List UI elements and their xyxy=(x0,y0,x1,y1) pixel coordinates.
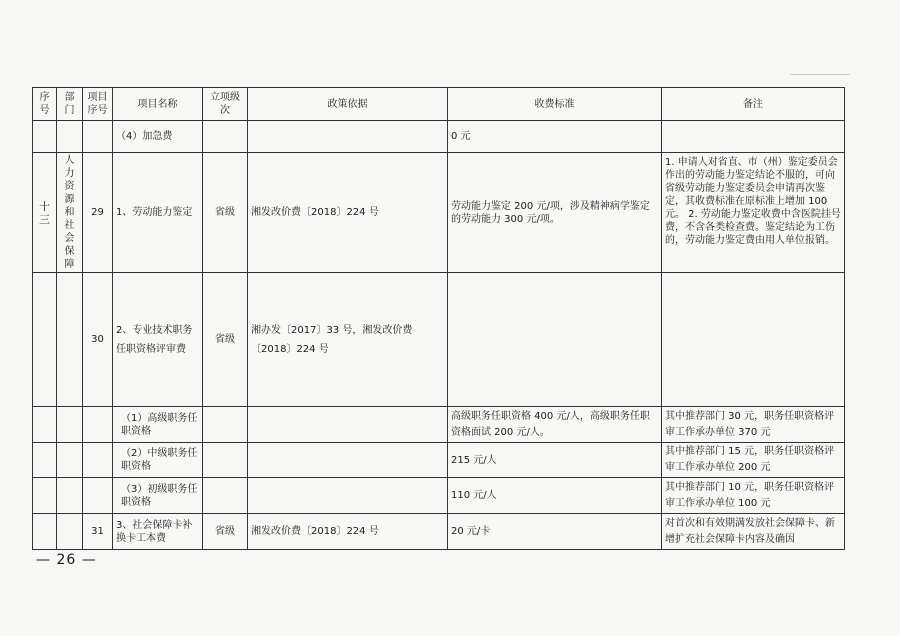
cell-basis: 湘发改价费〔2018〕224 号 xyxy=(248,153,448,273)
cell-empty xyxy=(203,443,248,478)
table-row-junior xyxy=(33,478,845,514)
cell-empty xyxy=(83,443,113,478)
cell-empty xyxy=(662,121,845,153)
cell-empty xyxy=(57,407,83,443)
cell-empty xyxy=(57,443,83,478)
cell-standard: 劳动能力鉴定 200 元/项，涉及精神病学鉴定的劳动能力 300 元/项。 xyxy=(448,153,662,273)
cell-empty xyxy=(33,514,57,550)
header-item-no: 项目序号 xyxy=(83,88,113,121)
cell-seq: 十三 xyxy=(33,153,57,273)
fee-table xyxy=(32,87,845,550)
cell-remarks: 1. 申请人对省直、市（州）鉴定委员会作出的劳动能力鉴定结论不服的，可向省级劳动能力鉴定委员会申请再次鉴定，其收费标准在原标准上增加 100 元。 2. 劳动能力鉴定收费中含医院挂号费，不含各类检查费。鉴定结论为工伤的，劳动能力鉴定费由用人单位报销。 xyxy=(662,153,845,273)
page-number: — 26 — xyxy=(36,552,97,568)
cell-basis: 湘发改价费〔2018〕224 号 xyxy=(248,514,448,550)
cell-dept: 人力资源和社会保障 xyxy=(57,153,83,273)
header-standard: 收费标准 xyxy=(448,88,662,121)
cell-level: 省级 xyxy=(203,273,248,407)
cell-empty xyxy=(33,443,57,478)
cell-remarks: 其中推荐部门 15 元，职务任职资格评审工作承办单位 200 元 xyxy=(662,443,845,478)
cell-empty xyxy=(83,407,113,443)
header-dept: 部门 xyxy=(57,88,83,121)
table-row-middle xyxy=(33,443,845,478)
cell-empty xyxy=(203,407,248,443)
table-row-31 xyxy=(33,514,845,550)
cell-empty xyxy=(248,407,448,443)
cell-level: 省级 xyxy=(203,514,248,550)
table-row-29 xyxy=(33,153,845,273)
cell-standard: 110 元/人 xyxy=(448,478,662,514)
cell-item-no: 31 xyxy=(83,514,113,550)
cell-empty xyxy=(57,514,83,550)
cell-empty xyxy=(448,273,662,407)
cell-empty xyxy=(33,273,57,407)
header-item-name: 项目名称 xyxy=(113,88,203,121)
header-level: 立项级次 xyxy=(203,88,248,121)
cell-item-name: 2、专业技术职务任职资格评审费 xyxy=(113,273,203,407)
cell-item-no: 29 xyxy=(83,153,113,273)
cell-standard: 高级职务任职资格 400 元/人，高级职务任职资格面试 200 元/人。 xyxy=(448,407,662,443)
cell-remarks: 对首次和有效期满发放社会保障卡、新增扩充社会保障卡内容及确因 xyxy=(662,514,845,550)
cell-empty xyxy=(57,478,83,514)
cell-empty xyxy=(83,478,113,514)
cell-item-no: 30 xyxy=(83,273,113,407)
cell-empty xyxy=(248,121,448,153)
table-header-row xyxy=(33,88,845,121)
cell-item-name: （4）加急费 xyxy=(113,121,203,153)
cell-basis: 湘办发〔2017〕33 号，湘发改价费〔2018〕224 号 xyxy=(248,273,448,407)
cell-remarks: 其中推荐部门 30 元，职务任职资格评审工作承办单位 370 元 xyxy=(662,407,845,443)
table-row-30 xyxy=(33,273,845,407)
cell-item-name: 3、社会保障卡补换卡工本费 xyxy=(113,514,203,550)
cell-level: 省级 xyxy=(203,153,248,273)
header-basis: 政策依据 xyxy=(248,88,448,121)
cell-empty xyxy=(33,121,57,153)
cell-standard: 0 元 xyxy=(448,121,662,153)
header-remarks: 备注 xyxy=(662,88,845,121)
cell-standard: 215 元/人 xyxy=(448,443,662,478)
top-rule xyxy=(790,74,850,75)
cell-remarks: 其中推荐部门 10 元，职务任职资格评审工作承办单位 100 元 xyxy=(662,478,845,514)
cell-empty xyxy=(33,478,57,514)
cell-item-name: 1、劳动能力鉴定 xyxy=(113,153,203,273)
cell-empty xyxy=(203,121,248,153)
cell-empty xyxy=(248,443,448,478)
cell-empty xyxy=(203,478,248,514)
cell-item-name: （1）高级职务任职资格 xyxy=(113,407,203,443)
cell-item-name: （2）中级职务任职资格 xyxy=(113,443,203,478)
cell-empty xyxy=(57,121,83,153)
cell-empty xyxy=(57,273,83,407)
table-row-senior xyxy=(33,407,845,443)
cell-item-name: （3）初级职务任职资格 xyxy=(113,478,203,514)
cell-empty xyxy=(662,273,845,407)
cell-empty xyxy=(248,478,448,514)
header-seq: 序号 xyxy=(33,88,57,121)
cell-empty xyxy=(33,407,57,443)
cell-empty xyxy=(83,121,113,153)
cell-standard: 20 元/卡 xyxy=(448,514,662,550)
table-row-urgent xyxy=(33,121,845,153)
